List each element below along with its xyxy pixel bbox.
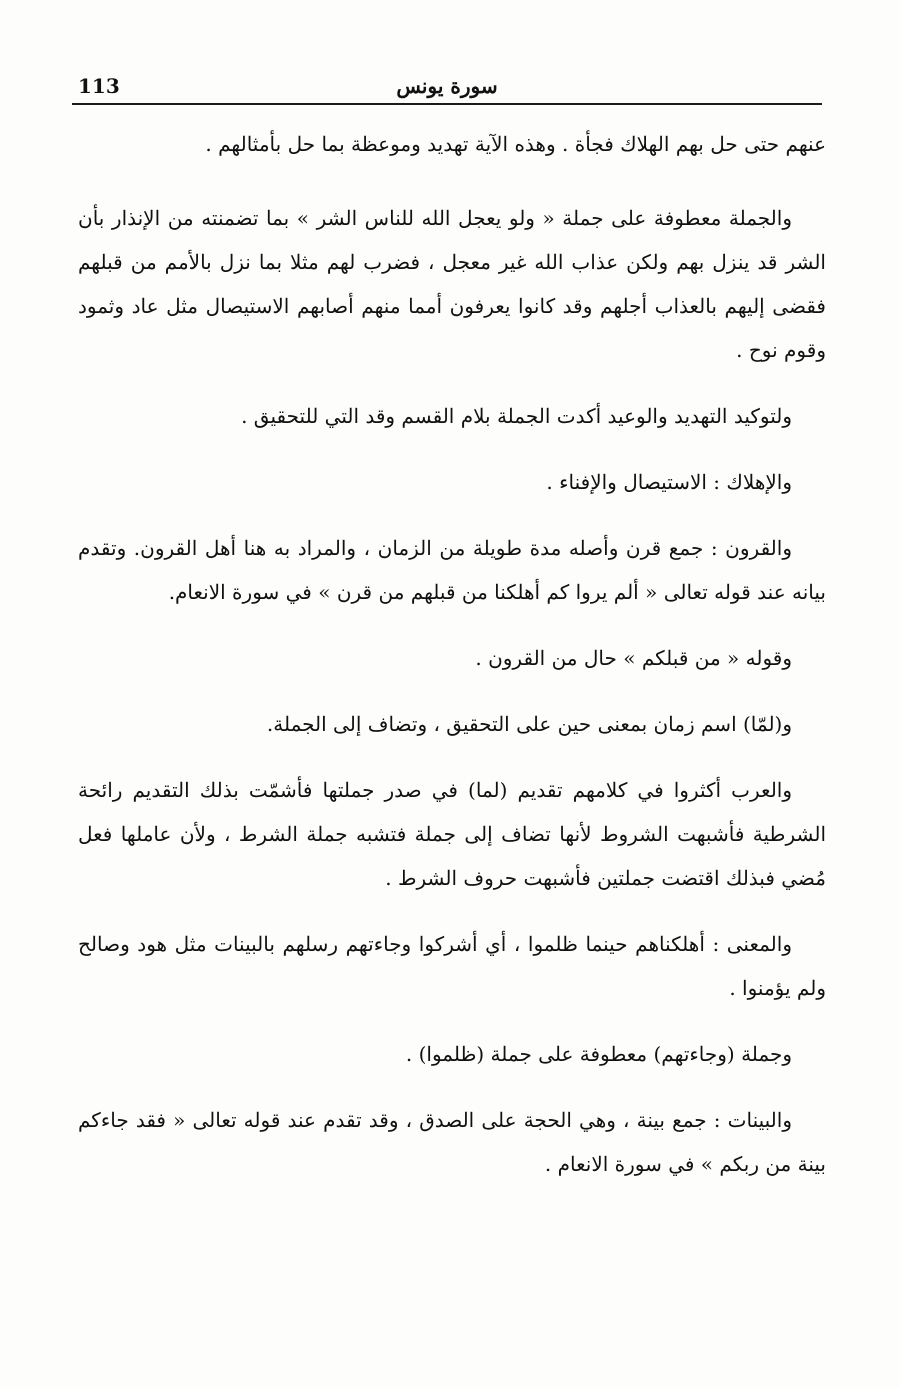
paragraph: والمعنى : أهلكناهم حينما ظلموا ، أي أشركوا وجاءتهم رسلهم بالبينات مثل هود وصالح ولم يؤمنوا . [78,932,826,1000]
paragraph: والجملة معطوفة على جملة « ولو يعجل الله للناس الشر » بما تضمنته من الإنذار بأن الشر قد ينزل بهم ولكن عذاب الله غير معجل ، فضرب لهم مثلا بما نزل بالأمم من قبلهم فقضى إليهم بالعذاب أجلهم وقد كانوا يعرفون أمما منهم أصابهم الاستيصال مثل عاد وثمود وقوم نوح . [78,206,826,362]
page-number: 113 [78,74,120,98]
paragraph: والعرب أكثروا في كلامهم تقديم (لما) في صدر جملتها فأشمّت بذلك التقديم رائحة الشرطية فأشبهت الشروط لأنها تضاف إلى جملة فتشبه جملة الشرط ، ولأن عاملها فعل مُضي فبذلك اقتضت جملتين فأشبهت حروف الشرط . [78,778,826,890]
page-header [72,74,822,104]
paragraph: والبينات : جمع بينة ، وهي الحجة على الصدق ، وقد تقدم عند قوله تعالى « فقد جاءكم بينة من ربكم » في سورة الانعام . [78,1108,826,1176]
paragraph: والقرون : جمع قرن وأصله مدة طويلة من الزمان ، والمراد به هنا أهل القرون. وتقدم بيانه عند قوله تعالى « ألم يروا كم أهلكنا من قبلهم من قرن » في سورة الانعام. [78,536,826,604]
page-body [78,122,826,1208]
header-divider [72,103,822,105]
paragraph: ولتوكيد التهديد والوعيد أكدت الجملة بلام القسم وقد التي للتحقيق . [241,404,792,428]
surah-title: سورة يونس [396,74,498,98]
paragraph: والإهلاك : الاستيصال والإفناء . [546,470,792,494]
paragraph: وجملة (وجاءتهم) معطوفة على جملة (ظلموا) . [405,1042,792,1066]
paragraph: و(لمّا) اسم زمان بمعنى حين على التحقيق ، وتضاف إلى الجملة. [266,712,792,736]
paragraph: عنهم حتى حل بهم الهلاك فجأة . وهذه الآية تهديد وموعظة بما حل بأمثالهم . [205,132,826,156]
paragraph: وقوله « من قبلكم » حال من القرون . [475,646,792,670]
